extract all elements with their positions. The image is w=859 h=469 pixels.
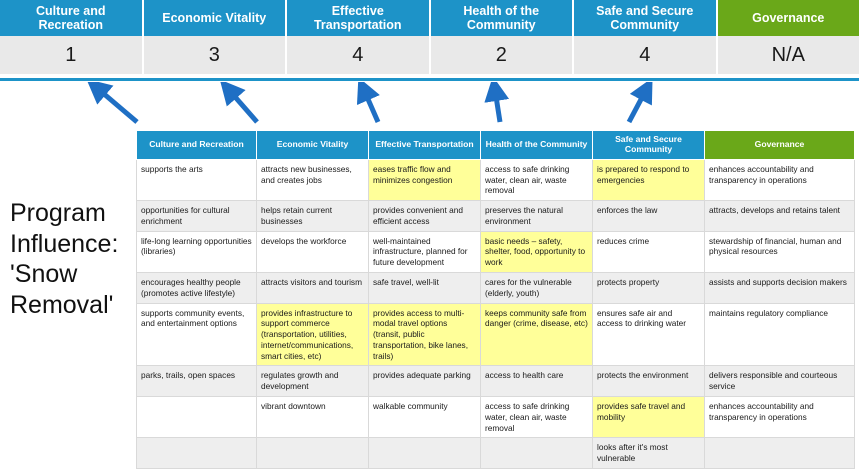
score-culture-and-recreation: 1 [0,36,144,74]
matrix-cell: provides access to multi-modal travel options (transit, public transportation, bike lanes, trails) [369,303,481,366]
outcomes-matrix-table [136,130,855,469]
matrix-cell: walkable community [369,397,481,438]
matrix-cell: opportunities for cultural enrichment [137,201,257,232]
matrix-cell: vibrant downtown [257,397,369,438]
matrix-col-governance: Governance [705,131,855,160]
matrix-cell: delivers responsible and courteous service [705,366,855,397]
outcome-header-economic-vitality: Economic Vitality [144,0,288,36]
table-row [137,273,855,304]
matrix-cell: attracts, develops and retains talent [705,201,855,232]
matrix-cell: helps retain current businesses [257,201,369,232]
table-row [137,231,855,272]
matrix-cell [705,438,855,469]
score-effective-transportation: 4 [287,36,431,74]
outcomes-matrix [136,130,854,469]
matrix-col-effective-transportation: Effective Transportation [369,131,481,160]
matrix-cell: access to safe drinking water, clean air, waste removal [481,159,593,200]
arrow-icon-safe-and-secure-community [629,90,646,122]
matrix-cell: ensures safe air and access to drinking water [593,303,705,366]
matrix-cell: life-long learning opportunities (libraries) [137,231,257,272]
matrix-cell [137,397,257,438]
matrix-cell: protects the environment [593,366,705,397]
score-health-of-the-community: 2 [431,36,575,74]
matrix-cell: supports the arts [137,159,257,200]
matrix-cell: supports community events, and entertainment options [137,303,257,366]
matrix-cell: enhances accountability and transparency in operations [705,159,855,200]
outcome-header-effective-transportation: Effective Transportation [287,0,431,36]
outcome-header-safe-and-secure-community: Safe and Secure Community [574,0,718,36]
matrix-cell: parks, trails, open spaces [137,366,257,397]
matrix-cell: attracts visitors and tourism [257,273,369,304]
score-economic-vitality: 3 [144,36,288,74]
matrix-cell [481,438,593,469]
matrix-cell: enforces the law [593,201,705,232]
matrix-cell [257,438,369,469]
arrow-group [0,82,859,130]
matrix-cell [137,438,257,469]
table-row [137,159,855,200]
matrix-cell: safe travel, well-lit [369,273,481,304]
outcome-header-health-of-the-community: Health of the Community [431,0,575,36]
matrix-body [137,159,855,468]
matrix-cell: eases traffic flow and minimizes congestion [369,159,481,200]
program-influence-caption: Program Influence: 'Snow Removal' [10,198,138,320]
matrix-cell: assists and supports decision makers [705,273,855,304]
table-row [137,303,855,366]
table-row [137,366,855,397]
score-governance: N/A [718,36,859,74]
matrix-cell: stewardship of financial, human and physical resources [705,231,855,272]
matrix-col-health-of-the-community: Health of the Community [481,131,593,160]
matrix-cell: maintains regulatory compliance [705,303,855,366]
matrix-cell: is prepared to respond to emergencies [593,159,705,200]
matrix-cell: preserves the natural environment [481,201,593,232]
matrix-cell: protects property [593,273,705,304]
outcome-score-row [0,36,859,74]
table-row [137,438,855,469]
matrix-col-culture-and-recreation: Culture and Recreation [137,131,257,160]
score-safe-and-secure-community: 4 [574,36,718,74]
outcome-header-culture-and-recreation: Culture and Recreation [0,0,144,36]
strategic-outcomes-band [0,0,859,84]
matrix-cell: well-maintained infrastructure, planned for future development [369,231,481,272]
table-row [137,201,855,232]
matrix-col-safe-and-secure-community: Safe and Secure Community [593,131,705,160]
matrix-cell: basic needs – safety, shelter, food, opportunity to work [481,231,593,272]
matrix-col-economic-vitality: Economic Vitality [257,131,369,160]
matrix-cell: enhances accountability and transparency in operations [705,397,855,438]
outcome-header-row [0,0,859,36]
matrix-cell: attracts new businesses, and creates jobs [257,159,369,200]
arrow-icon-health-of-the-community [495,90,500,122]
matrix-cell: access to health care [481,366,593,397]
matrix-cell: keeps community safe from danger (crime, disease, etc) [481,303,593,366]
matrix-cell: provides adequate parking [369,366,481,397]
matrix-cell: provides safe travel and mobility [593,397,705,438]
arrow-icon-economic-vitality [229,90,257,122]
matrix-cell: cares for the vulnerable (elderly, youth) [481,273,593,304]
matrix-cell: develops the workforce [257,231,369,272]
arrow-icon-culture-and-recreation [97,88,137,122]
matrix-cell: regulates growth and development [257,366,369,397]
matrix-cell: encourages healthy people (promotes active lifestyle) [137,273,257,304]
matrix-cell: reduces crime [593,231,705,272]
matrix-cell: provides convenient and efficient access [369,201,481,232]
arrow-icon-effective-transportation [364,90,378,122]
matrix-cell: provides infrastructure to support commerce (transportation, utilities, internet/communications, smart cities, etc) [257,303,369,366]
matrix-cell: access to safe drinking water, clean air, waste removal [481,397,593,438]
matrix-cell: looks after it's most vulnerable [593,438,705,469]
band-underline [0,78,859,81]
matrix-header-row [137,131,855,160]
matrix-cell [369,438,481,469]
outcome-header-governance: Governance [718,0,859,36]
table-row [137,397,855,438]
